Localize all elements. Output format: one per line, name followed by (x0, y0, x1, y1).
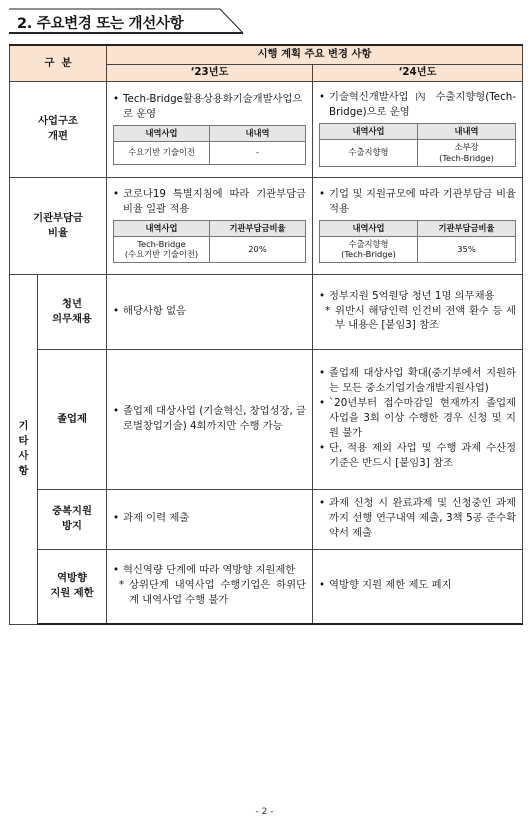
header-2024: ‘24년도 (313, 64, 523, 81)
cell-reverse-2024: • 역방향 지원 제한 제도 폐지 (313, 549, 523, 624)
cell-graduation-2023: • 졸업제 대상사업 (기술혁신, 창업성장, 글로벌창업기술) 4회까지만 수행 가능 (107, 349, 313, 489)
subtable-restructure-2023: 내역사업 내내역 수요기반 기술이전 - (113, 125, 306, 165)
row-label-youth: 청년 의무채용 (38, 274, 107, 349)
header-2023: ‘23년도 (107, 64, 313, 81)
subtable-burden-2023: 내역사업 기관부담금비율 Tech-Bridge (수요기반 기술이전) 20% (113, 220, 306, 263)
cell-duplicate-2024: • 과제 신청 시 완료과제 및 신청중인 과제까지 선행 연구내역 제출, 3책 5공 준수확약서 제출 (313, 489, 523, 549)
header-category: 구 분 (10, 45, 107, 81)
row-label-graduation: 졸업제 (38, 349, 107, 489)
cell-duplicate-2023: • 과제 이력 제출 (107, 489, 313, 549)
cell-youth-2024: • 정부지원 5억원당 청년 1명 의무채용 * 위반시 해당인력 인건비 전액 환수 등 세부 내용은 [붙임3] 참조 (313, 274, 523, 349)
row-label-restructure: 사업구조 개편 (10, 81, 107, 177)
cell-graduation-2024: • 졸업제 대상사업 확대(중기부에서 지원하는 모든 중소기업기술개발지원사업) • `20년부터 접수마감일 현재까지 졸업제 사업을 3회 이상 수행한 경우 신청 및 지원 불가 • 단, 적용 제외 사업 및 수행 과제 수산정 기준은 반드시 [붙임3] 참조 (313, 349, 523, 489)
cell-restructure-2024: • 기술혁신개발사업 內 수출지향형(Tech-Bridge)으로 운영 내역사업 내내역 수출지향형 소부장 (Tech-Bridge) (313, 81, 523, 177)
page-number: - 2 - (255, 807, 274, 817)
cell-youth-2023: • 해당사항 없음 (107, 274, 313, 349)
cell-restructure-2023: • Tech-Bridge활용상용화기술개발사업으로 운영 내역사업 내내역 수요기반 기술이전 - (107, 81, 313, 177)
changes-table (9, 44, 523, 625)
header-plan-title: 시행 계획 주요 변경 사항 (107, 45, 523, 64)
subtable-burden-2024: 내역사업 기관부담금비율 수출지향형 (Tech-Bridge) 35% (319, 220, 516, 263)
section-title: 2. 주요변경 또는 개선사항 (17, 16, 184, 32)
cell-burden-2023: • 코로나19 특별지침에 따라 기관부담금 비율 일괄 적용 내역사업 기관부담금비율 Tech-Bridge (수요기반 기술이전) 20% (107, 177, 313, 274)
subtable-restructure-2024: 내역사업 내내역 수출지향형 소부장 (Tech-Bridge) (319, 123, 516, 166)
row-label-other: 기 타 사 항 (10, 274, 38, 624)
cell-burden-2024: • 기업 및 지원규모에 따라 기관부담금 비율 적용 내역사업 기관부담금비율 수출지향형 (Tech-Bridge) 35% (313, 177, 523, 274)
cell-reverse-2023: • 혁신역량 단계에 따라 역방향 지원제한 * 상위단계 내역사업 수행기업은 하위단계 내역사업 수행 불가 (107, 549, 313, 624)
row-label-burden: 기관부담금 비율 (10, 177, 107, 274)
section-title-box (8, 8, 244, 34)
row-label-reverse: 역방향 지원 제한 (38, 549, 107, 624)
row-label-duplicate: 중복지원 방지 (38, 489, 107, 549)
